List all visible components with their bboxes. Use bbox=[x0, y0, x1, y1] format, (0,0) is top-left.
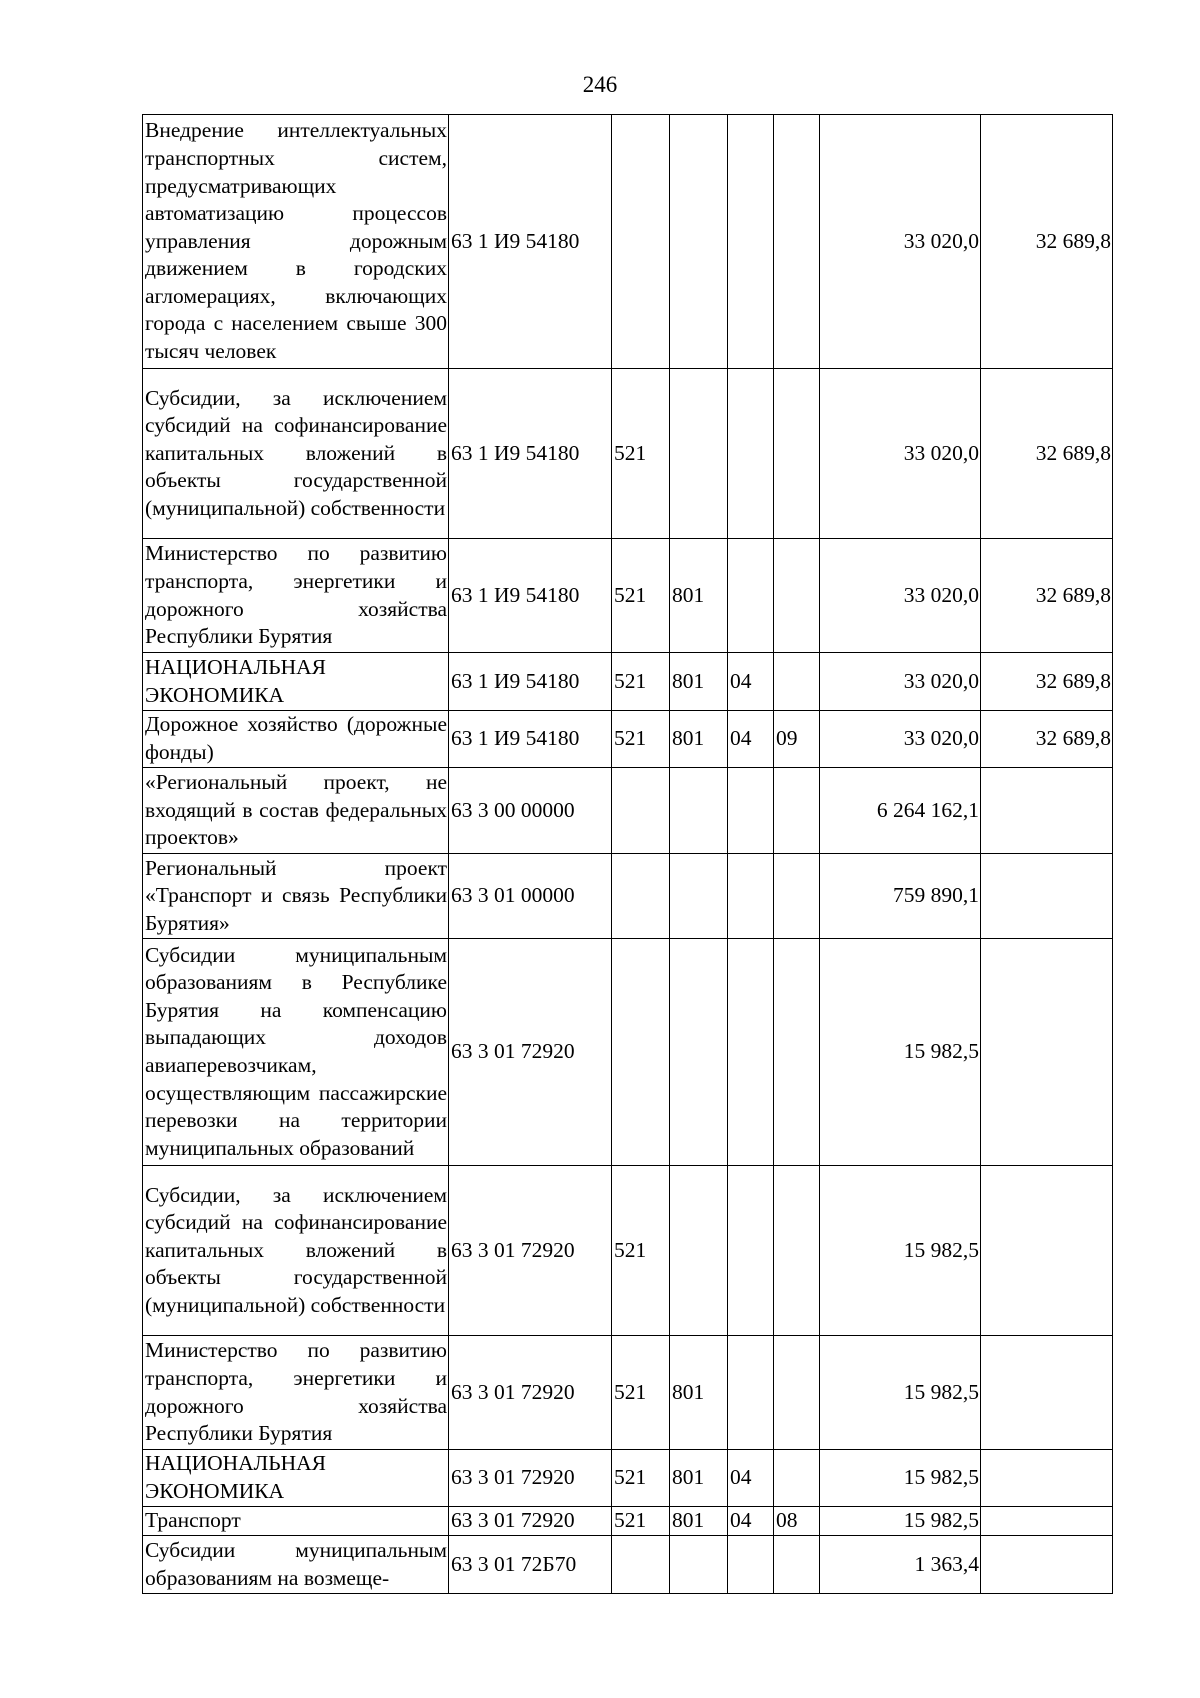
row-target-article-code: 63 3 01 72920 bbox=[449, 1450, 612, 1507]
row-name: НАЦИОНАЛЬНАЯ ЭКОНОМИКА bbox=[143, 653, 449, 711]
row-subsection-code bbox=[774, 1336, 820, 1450]
row-amount-2 bbox=[981, 1536, 1113, 1594]
row-target-article-code: 63 3 01 72920 bbox=[449, 1336, 612, 1450]
table-row bbox=[143, 1166, 1113, 1336]
row-ministry-code bbox=[670, 1166, 728, 1336]
row-section-code bbox=[728, 939, 774, 1166]
row-amount-1: 6 264 162,1 bbox=[820, 768, 981, 854]
row-subsection-code bbox=[774, 939, 820, 1166]
row-ministry-code bbox=[670, 939, 728, 1166]
row-expense-type-code: 521 bbox=[612, 1166, 670, 1336]
row-amount-2: 32 689,8 bbox=[981, 115, 1113, 369]
row-section-code bbox=[728, 768, 774, 854]
row-section-code bbox=[728, 854, 774, 939]
row-name: Региональный проект «Транспорт и связь Республики Бурятия» bbox=[143, 854, 449, 939]
row-amount-2: 32 689,8 bbox=[981, 369, 1113, 539]
row-amount-1: 15 982,5 bbox=[820, 1336, 981, 1450]
row-subsection-code bbox=[774, 539, 820, 653]
row-target-article-code: 63 1 И9 54180 bbox=[449, 115, 612, 369]
row-amount-1: 15 982,5 bbox=[820, 939, 981, 1166]
row-section-code bbox=[728, 115, 774, 369]
row-ministry-code: 801 bbox=[670, 711, 728, 768]
row-subsection-code bbox=[774, 369, 820, 539]
row-target-article-code: 63 3 01 00000 bbox=[449, 854, 612, 939]
row-section-code: 04 bbox=[728, 653, 774, 711]
row-amount-1: 33 020,0 bbox=[820, 711, 981, 768]
row-amount-1: 15 982,5 bbox=[820, 1166, 981, 1336]
row-ministry-code bbox=[670, 115, 728, 369]
row-section-code: 04 bbox=[728, 711, 774, 768]
row-expense-type-code: 521 bbox=[612, 1507, 670, 1536]
row-subsection-code bbox=[774, 768, 820, 854]
table-row bbox=[143, 1336, 1113, 1450]
row-section-code bbox=[728, 1336, 774, 1450]
row-name: Транспорт bbox=[143, 1507, 449, 1536]
table-row bbox=[143, 1507, 1113, 1536]
row-expense-type-code: 521 bbox=[612, 653, 670, 711]
row-amount-2 bbox=[981, 939, 1113, 1166]
row-expense-type-code bbox=[612, 768, 670, 854]
row-ministry-code: 801 bbox=[670, 1450, 728, 1507]
row-name: НАЦИОНАЛЬНАЯ ЭКОНОМИКА bbox=[143, 1450, 449, 1507]
row-name: Субсидии, за исключением субсидий на софинансирование капитальных вложений в объекты государственной (муниципальной) собственности bbox=[143, 369, 449, 539]
row-amount-1: 33 020,0 bbox=[820, 539, 981, 653]
row-section-code bbox=[728, 1536, 774, 1594]
row-target-article-code: 63 3 01 72920 bbox=[449, 939, 612, 1166]
row-expense-type-code: 521 bbox=[612, 1336, 670, 1450]
row-target-article-code: 63 3 01 72Б70 bbox=[449, 1536, 612, 1594]
row-subsection-code bbox=[774, 1450, 820, 1507]
row-name: Внедрение интеллектуальных транспортных систем, предусматривающих автоматизацию процессов управления дорожным движением в городских агломерациях, включающих города с населением свыше 300 тысяч человек bbox=[143, 115, 449, 369]
row-ministry-code bbox=[670, 768, 728, 854]
row-amount-2 bbox=[981, 854, 1113, 939]
table-row bbox=[143, 939, 1113, 1166]
row-name: Субсидии муниципальным образованиям на возмеще- bbox=[143, 1536, 449, 1594]
row-subsection-code bbox=[774, 854, 820, 939]
row-amount-2 bbox=[981, 1450, 1113, 1507]
row-amount-2 bbox=[981, 768, 1113, 854]
table-row bbox=[143, 1450, 1113, 1507]
table-row bbox=[143, 711, 1113, 768]
row-amount-2: 32 689,8 bbox=[981, 711, 1113, 768]
row-subsection-code: 09 bbox=[774, 711, 820, 768]
row-expense-type-code: 521 bbox=[612, 711, 670, 768]
row-expense-type-code: 521 bbox=[612, 1450, 670, 1507]
row-amount-1: 33 020,0 bbox=[820, 653, 981, 711]
row-ministry-code bbox=[670, 369, 728, 539]
row-section-code bbox=[728, 539, 774, 653]
row-expense-type-code bbox=[612, 1536, 670, 1594]
page-number: 246 bbox=[582, 72, 618, 97]
row-expense-type-code bbox=[612, 939, 670, 1166]
row-subsection-code bbox=[774, 115, 820, 369]
table-row bbox=[143, 653, 1113, 711]
row-ministry-code: 801 bbox=[670, 539, 728, 653]
row-name: Министерство по развитию транспорта, энергетики и дорожного хозяйства Республики Бурятия bbox=[143, 1336, 449, 1450]
row-expense-type-code bbox=[612, 854, 670, 939]
row-name: «Региональный проект, не входящий в состав федеральных проектов» bbox=[143, 768, 449, 854]
table-row bbox=[143, 854, 1113, 939]
row-amount-1: 33 020,0 bbox=[820, 115, 981, 369]
row-expense-type-code: 521 bbox=[612, 369, 670, 539]
row-ministry-code bbox=[670, 1536, 728, 1594]
row-name: Министерство по развитию транспорта, энергетики и дорожного хозяйства Республики Бурятия bbox=[143, 539, 449, 653]
table-row bbox=[143, 1536, 1113, 1594]
row-target-article-code: 63 3 01 72920 bbox=[449, 1507, 612, 1536]
row-name: Субсидии, за исключением субсидий на софинансирование капитальных вложений в объекты государственной (муниципальной) собственности bbox=[143, 1166, 449, 1336]
row-target-article-code: 63 3 01 72920 bbox=[449, 1166, 612, 1336]
row-subsection-code: 08 bbox=[774, 1507, 820, 1536]
row-ministry-code: 801 bbox=[670, 653, 728, 711]
row-amount-1: 1 363,4 bbox=[820, 1536, 981, 1594]
row-section-code bbox=[728, 369, 774, 539]
row-ministry-code: 801 bbox=[670, 1507, 728, 1536]
row-amount-1: 15 982,5 bbox=[820, 1507, 981, 1536]
row-amount-2: 32 689,8 bbox=[981, 653, 1113, 711]
row-amount-2 bbox=[981, 1166, 1113, 1336]
row-target-article-code: 63 1 И9 54180 bbox=[449, 369, 612, 539]
row-amount-1: 33 020,0 bbox=[820, 369, 981, 539]
row-target-article-code: 63 1 И9 54180 bbox=[449, 653, 612, 711]
row-target-article-code: 63 1 И9 54180 bbox=[449, 539, 612, 653]
table-row bbox=[143, 369, 1113, 539]
table-row bbox=[143, 539, 1113, 653]
table-row bbox=[143, 115, 1113, 369]
row-target-article-code: 63 1 И9 54180 bbox=[449, 711, 612, 768]
row-subsection-code bbox=[774, 1166, 820, 1336]
row-section-code: 04 bbox=[728, 1450, 774, 1507]
row-amount-2: 32 689,8 bbox=[981, 539, 1113, 653]
row-section-code bbox=[728, 1166, 774, 1336]
row-ministry-code bbox=[670, 854, 728, 939]
row-name: Субсидии муниципальным образованиям в Республике Бурятия на компенсацию выпадающих доходов авиаперевозчикам, осуществляющим пассажирские перевозки на территории муниципальных образований bbox=[143, 939, 449, 1166]
row-amount-1: 15 982,5 bbox=[820, 1450, 981, 1507]
row-target-article-code: 63 3 00 00000 bbox=[449, 768, 612, 854]
row-subsection-code bbox=[774, 1536, 820, 1594]
row-amount-2 bbox=[981, 1336, 1113, 1450]
row-amount-2 bbox=[981, 1507, 1113, 1536]
row-section-code: 04 bbox=[728, 1507, 774, 1536]
row-name: Дорожное хозяйство (дорожные фонды) bbox=[143, 711, 449, 768]
row-amount-1: 759 890,1 bbox=[820, 854, 981, 939]
budget-table bbox=[142, 114, 1113, 1594]
row-expense-type-code: 521 bbox=[612, 539, 670, 653]
table-row bbox=[143, 768, 1113, 854]
row-expense-type-code bbox=[612, 115, 670, 369]
row-subsection-code bbox=[774, 653, 820, 711]
row-ministry-code: 801 bbox=[670, 1336, 728, 1450]
